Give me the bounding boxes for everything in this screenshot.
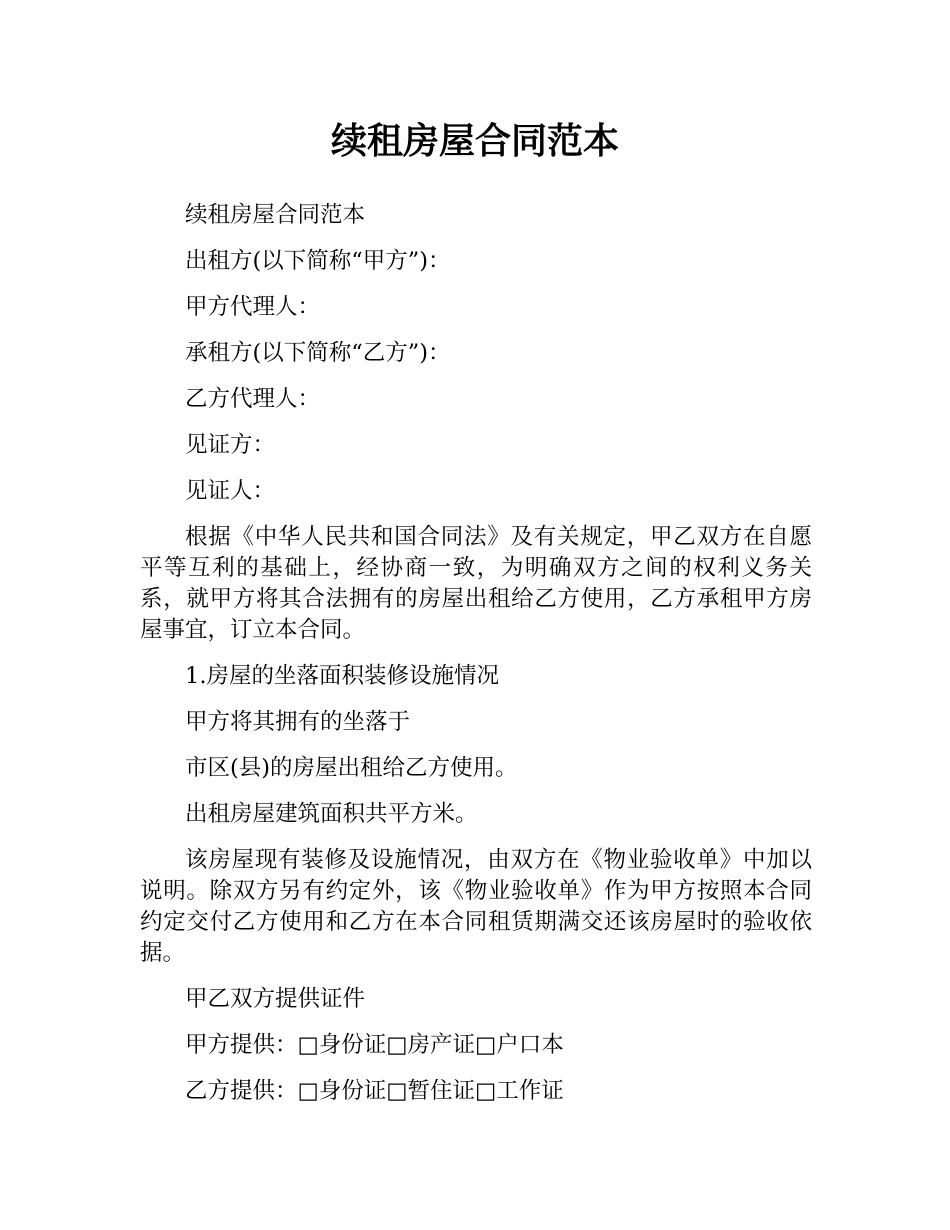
preamble-paragraph: 根据《中华人民共和国合同法》及有关规定，甲乙双方在自愿平等互利的基础上，经协商一致，为明确双方之间的权利义务关系，就甲方将其合法拥有的房屋出租给乙方使用，乙方承租甲方房屋事宜，订立本合同。 (140, 524, 812, 643)
document-title: 续租房屋合同范本 (330, 121, 619, 162)
witness-person-line: 见证人： (185, 478, 276, 504)
lessee-agent-line: 乙方代理人： (185, 386, 321, 412)
subtitle-line: 续租房屋合同范本 (185, 202, 366, 228)
lessor-documents-line: 甲方提供：□身份证□房产证□户口本 (185, 1032, 564, 1058)
documents-heading: 甲乙双方提供证件 (185, 986, 366, 1012)
lessee-line: 承租方(以下简称“乙方”)： (185, 340, 451, 366)
district-line: 市区(县)的房屋出租给乙方使用。 (185, 755, 518, 781)
location-line: 甲方将其拥有的坐落于 (185, 709, 411, 735)
witness-party-line: 见证方： (185, 432, 276, 458)
lessor-agent-line: 甲方代理人： (185, 294, 321, 320)
lessee-documents-line: 乙方提供：□身份证□暂住证□工作证 (185, 1078, 564, 1104)
lessor-line: 出租方(以下简称“甲方”)： (185, 248, 451, 274)
area-line: 出租房屋建筑面积共平方米。 (185, 801, 478, 827)
inspection-paragraph: 该房屋现有装修及设施情况，由双方在《物业验收单》中加以说明。除双方另有约定外，该《物业验收单》作为甲方按照本合同约定交付乙方使用和乙方在本合同租赁期满交还该房屋时的验收依据。 (140, 847, 812, 966)
section-heading: 1.房屋的坐落面积装修设施情况 (185, 663, 499, 689)
document-body (140, 200, 812, 1122)
